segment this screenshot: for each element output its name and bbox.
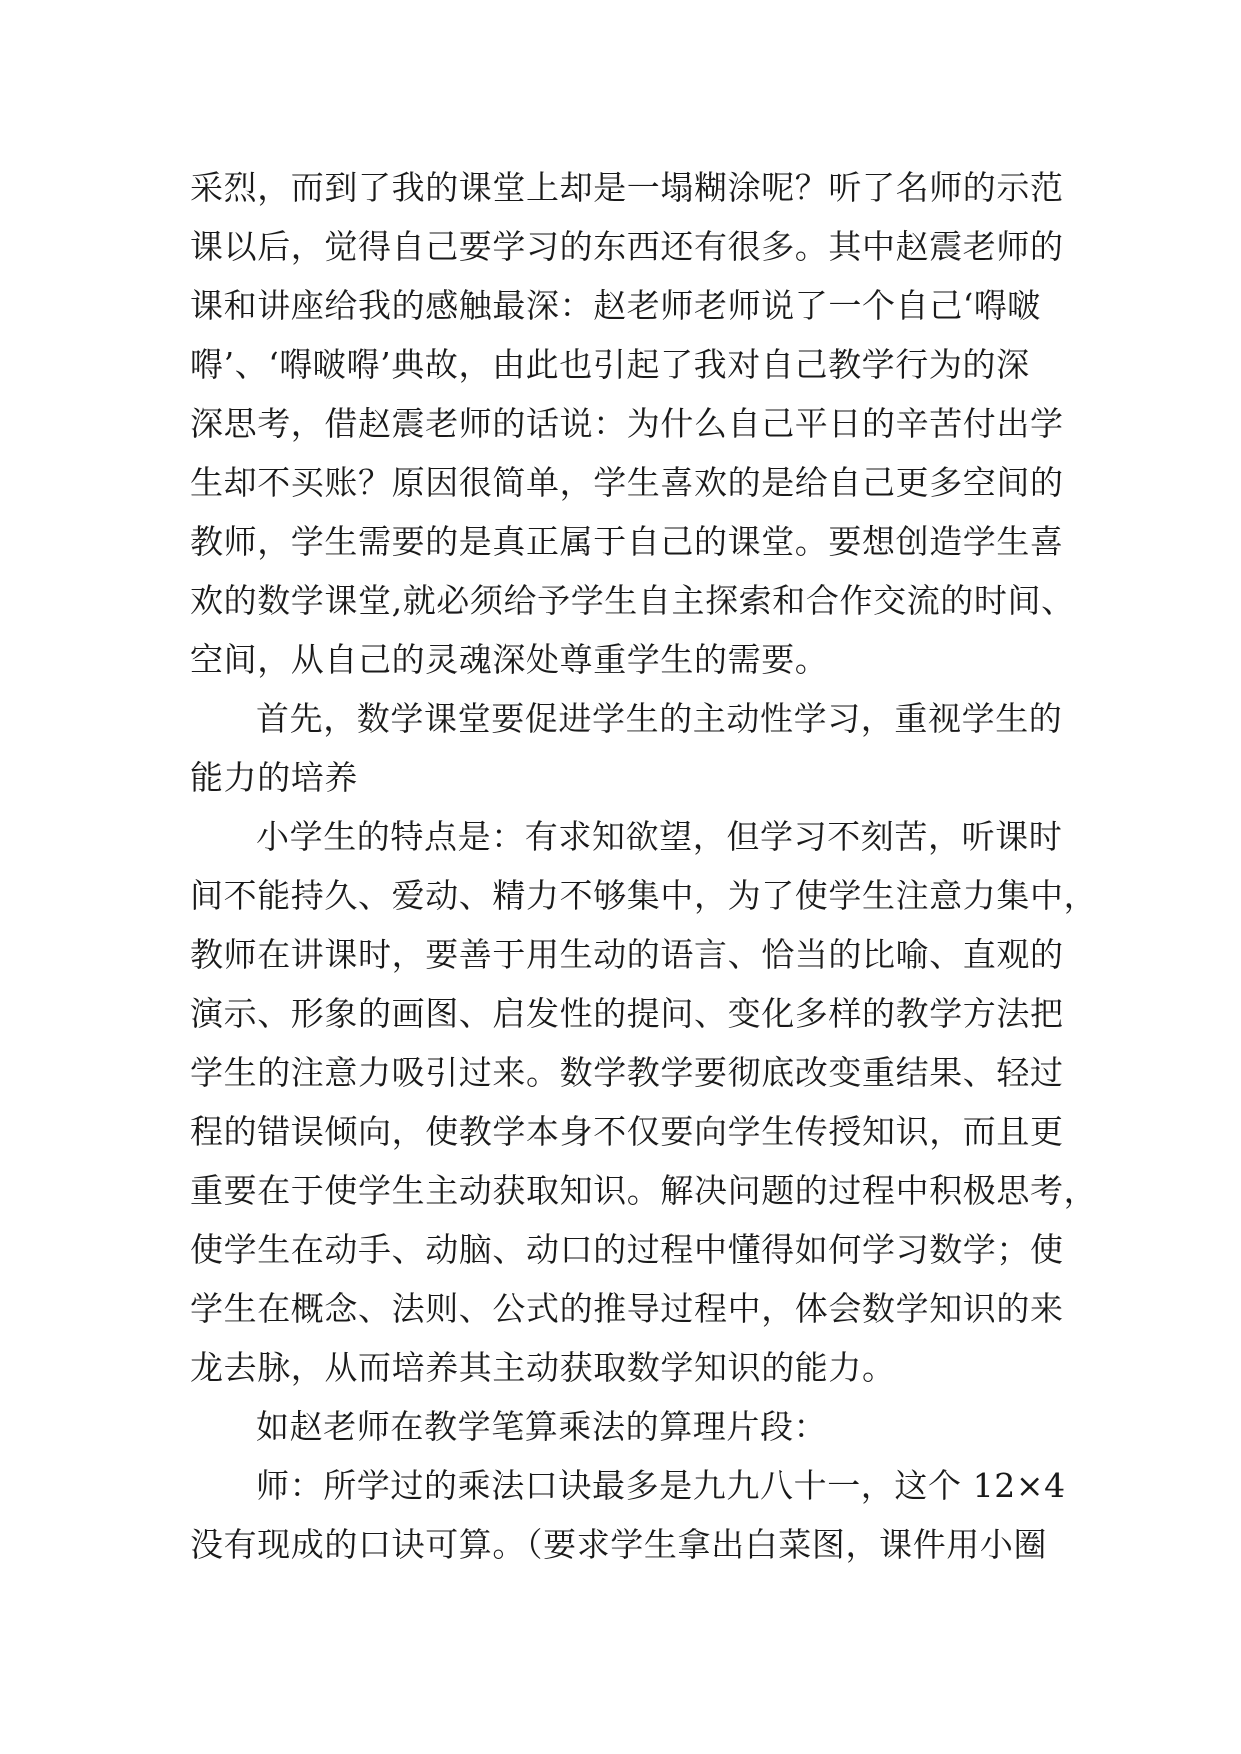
text-line: 空间，从自己的灵魂深处尊重学生的需要。	[190, 640, 829, 679]
text-line: 嘚’、‘嘚啵嘚’典故，由此也引起了我对自己教学行为的深	[190, 345, 1030, 384]
text-line: 教师在讲课时，要善于用生动的语言、恰当的比喻、直观的	[190, 935, 1064, 974]
text-line: 首先，数学课堂要促进学生的主动性学习，重视学生的	[256, 699, 1063, 738]
text-line: 小学生的特点是：有求知欲望，但学习不刻苦，听课时	[256, 817, 1063, 856]
text-line: 能力的培养	[190, 758, 358, 797]
body-text	[190, 158, 1098, 1574]
text-line: 课以后，觉得自己要学习的东西还有很多。其中赵震老师的	[190, 227, 1064, 266]
text-line: 龙去脉，从而培养其主动获取数学知识的能力。	[190, 1348, 896, 1387]
text-line: 间不能持久、爱动、精力不够集中，为了使学生注意力集中，	[190, 876, 1098, 915]
text-line: 如赵老师在教学笔算乘法的算理片段：	[256, 1407, 828, 1446]
text-line: 深思考，借赵震老师的话说：为什么自己平日的辛苦付出学	[190, 404, 1064, 443]
text-line: 欢的数学课堂,就必须给予学生自主探索和合作交流的时间、	[190, 581, 1075, 620]
text-line: 没有现成的口诀可算。（要求学生拿出白菜图，课件用小圈	[190, 1525, 1048, 1564]
text-line: 程的错误倾向，使教学本身不仅要向学生传授知识，而且更	[190, 1112, 1064, 1151]
text-line: 生却不买账？原因很简单，学生喜欢的是给自己更多空间的	[190, 463, 1064, 502]
text-line: 采烈，而到了我的课堂上却是一塌糊涂呢？听了名师的示范	[190, 168, 1064, 207]
text-line: 演示、形象的画图、启发性的提问、变化多样的教学方法把	[190, 994, 1064, 1033]
text-line: 课和讲座给我的感触最深：赵老师老师说了一个自己‘嘚啵	[190, 286, 1042, 325]
text-line: 学生的注意力吸引过来。数学教学要彻底改变重结果、轻过	[190, 1053, 1064, 1092]
text-line: 教师，学生需要的是真正属于自己的课堂。要想创造学生喜	[190, 522, 1064, 561]
text-line: 师：所学过的乘法口诀最多是九九八十一，这个 12×4	[256, 1466, 1066, 1505]
text-line: 使学生在动手、动脑、动口的过程中懂得如何学习数学；使	[190, 1230, 1064, 1269]
text-line: 学生在概念、法则、公式的推导过程中，体会数学知识的来	[190, 1289, 1064, 1328]
text-line: 重要在于使学生主动获取知识。解决问题的过程中积极思考，	[190, 1171, 1098, 1210]
